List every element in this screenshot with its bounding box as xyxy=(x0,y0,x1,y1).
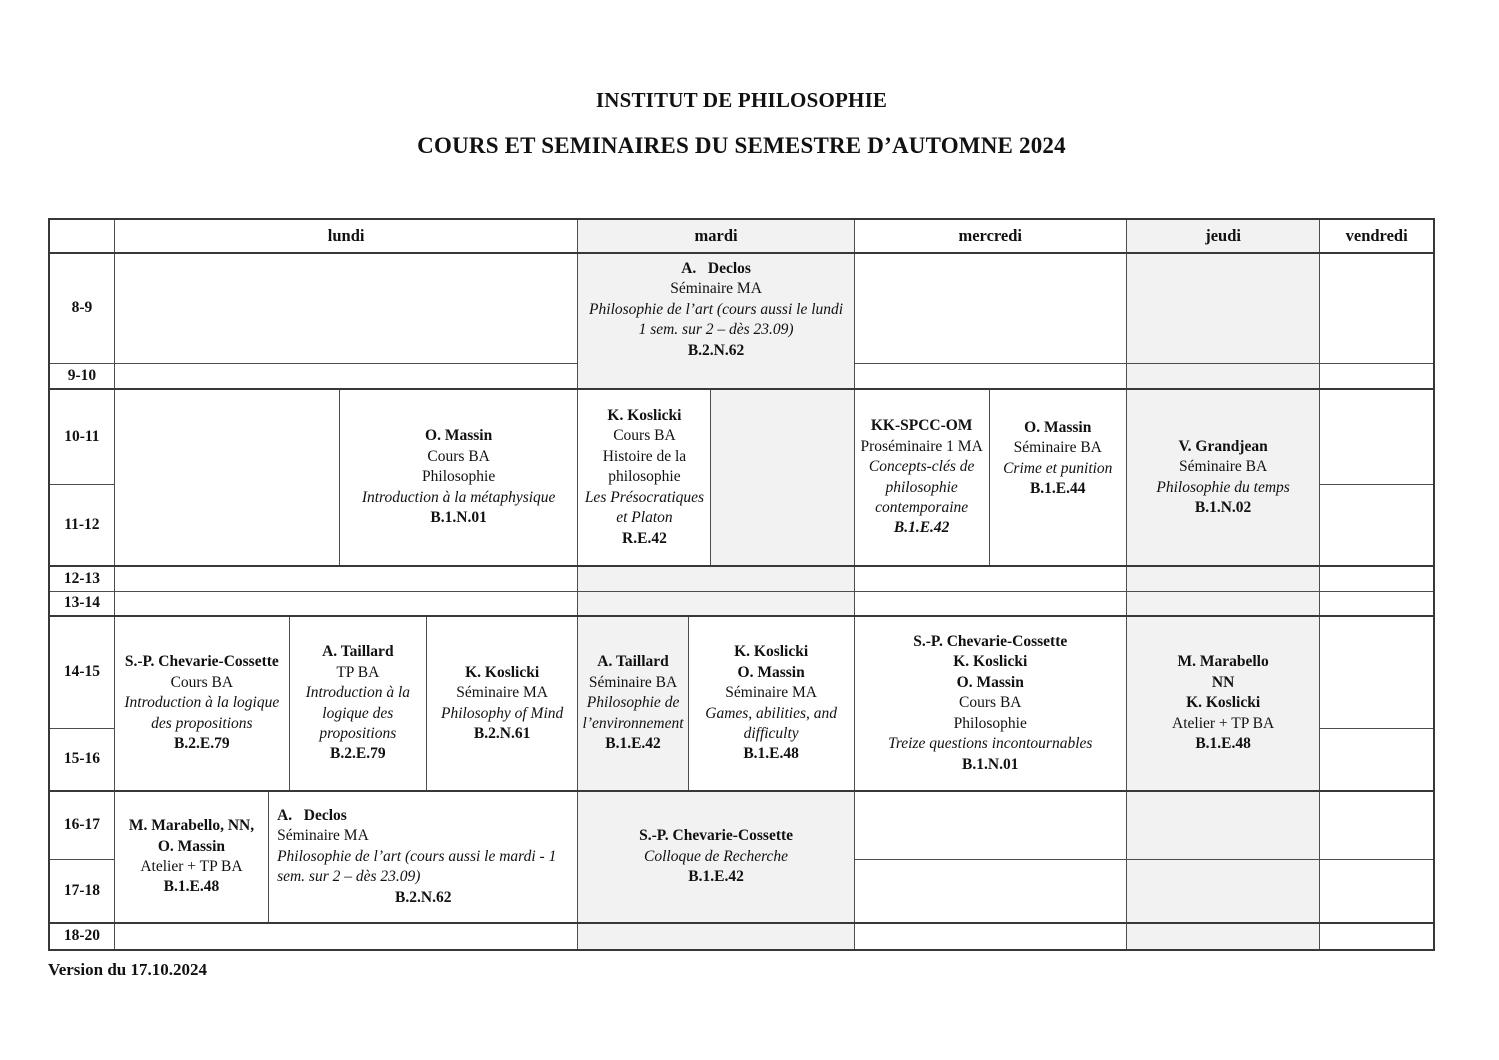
cell-mardi-16-18-spcc: S.-P. Chevarie-Cossette Colloque de Recherche B.1.E.42 xyxy=(578,792,854,922)
vendredi-14-16 xyxy=(1320,617,1433,790)
time-label-15-16: 15-16 xyxy=(63,750,100,768)
time-label-9-10: 9-10 xyxy=(67,366,97,384)
cell-lundi-10-12-empty xyxy=(115,390,340,565)
mercredi-10-12 xyxy=(855,390,1127,565)
cell-mercredi-10-12-kkspcc: KK-SPCC-OM Proséminaire 1 MA Concepts-clés de philosophie contemporaine B.1.E.42 xyxy=(855,390,990,565)
vendredi-8-10 xyxy=(1320,254,1433,388)
band-10-12 xyxy=(50,390,1433,567)
cell-vendredi-11-12 xyxy=(1320,485,1433,565)
time-col-16-18 xyxy=(50,792,115,922)
mercredi-8-10 xyxy=(855,254,1127,388)
cell-jeudi-10-12-grandjean: V. Grandjean Séminaire BA Philosophie du temps B.1.N.02 xyxy=(1127,390,1320,565)
time-label-13-14: 13-14 xyxy=(50,592,115,615)
header-time-blank xyxy=(50,220,115,252)
cell-mercredi-12-13 xyxy=(855,567,1127,591)
cell-lundi-14-16-spcc: S.-P. Chevarie-Cossette Cours BA Introduction à la logique des propositions B.2.E.79 xyxy=(115,617,290,790)
cell-mercredi-9-10 xyxy=(855,364,1126,388)
cell-mardi-10-12-koslicki: K. Koslicki Cours BA Histoire de la philosophie Les Présocratiques et Platon R.E.42 xyxy=(578,390,711,565)
cell-mardi-8-10-declos: A. Declos Séminaire MA Philosophie de l’art (cours aussi le lundi 1 sem. sur 2 – dès 23.09) B.2.N.62 xyxy=(578,254,854,388)
cell-vendredi-12-13 xyxy=(1320,567,1433,591)
cell-vendredi-10-11 xyxy=(1320,390,1433,485)
time-label-18-20: 18-20 xyxy=(50,924,115,949)
lundi-14-16 xyxy=(115,617,579,790)
vendredi-10-12 xyxy=(1320,390,1433,565)
jeudi-16-18 xyxy=(1127,792,1320,922)
cell-lundi-10-12-massin: O. Massin Cours BA Philosophie Introduction à la métaphysique B.1.N.01 xyxy=(361,427,556,527)
cell-lundi-14-16-taillard: A. Taillard TP BA Introduction à la logique des propositions B.2.E.79 xyxy=(290,617,427,790)
cell-jeudi-18-20 xyxy=(1127,924,1320,949)
cell-jeudi-17-18 xyxy=(1127,860,1319,922)
lundi-16-18 xyxy=(115,792,579,922)
cell-jeudi-12-13 xyxy=(1127,567,1320,591)
cell-lundi-18-20 xyxy=(115,924,579,949)
cell-vendredi-9-10 xyxy=(1320,364,1433,388)
time-label-10-11: 10-11 xyxy=(50,390,114,485)
cell-lundi-16-18-declos: A. Declos Séminaire MA Philosophie de l’art (cours aussi le mardi - 1 sem. sur 2 – dès 23.09) B.2.N.62 xyxy=(277,806,561,906)
cell-mercredi-8-9 xyxy=(855,254,1126,364)
cell-mercredi-14-16-spcc: S.-P. Chevarie-Cossette K. Koslicki O. Massin Cours BA Philosophie Treize questions incontournables B.1.N.01 xyxy=(855,617,1127,790)
cell-mercredi-17-18 xyxy=(855,860,1126,922)
header-lundi: lundi xyxy=(115,220,579,252)
cell-vendredi-13-14 xyxy=(1320,592,1433,615)
cell-jeudi-9-10 xyxy=(1127,364,1319,388)
cell-vendredi-17-18 xyxy=(1320,860,1433,922)
mardi-10-12 xyxy=(578,390,854,565)
time-label-17-18: 17-18 xyxy=(63,881,100,899)
cell-lundi-13-14 xyxy=(115,592,579,615)
time-label-14-15: 14-15 xyxy=(50,617,114,729)
document-titles xyxy=(48,88,1435,159)
cell-mercredi-13-14 xyxy=(855,592,1127,615)
band-14-16 xyxy=(50,617,1433,792)
cell-mardi-13-14 xyxy=(578,592,854,615)
lundi-8-10 xyxy=(115,254,579,388)
time-label-12-13: 12-13 xyxy=(50,567,115,591)
cell-vendredi-8-9 xyxy=(1320,254,1433,364)
band-18-20 xyxy=(50,924,1433,949)
time-col-14-16 xyxy=(50,617,115,790)
band-16-18 xyxy=(50,792,1433,924)
cell-vendredi-18-20 xyxy=(1320,924,1433,949)
time-label-8-9: 8-9 xyxy=(50,254,114,364)
cell-lundi-8-9 xyxy=(115,254,578,364)
cell-lundi-14-16-koslicki: K. Koslicki Séminaire MA Philosophy of Mind B.2.N.61 xyxy=(440,663,564,742)
time-label-16-17: 16-17 xyxy=(50,792,114,860)
timetable xyxy=(48,218,1435,951)
cell-mercredi-10-12-massin: O. Massin Séminaire BA Crime et punition B.1.E.44 xyxy=(1003,419,1113,498)
cell-mardi-14-16-koslicki-massin: K. Koslicki O. Massin Séminaire MA Games, abilities, and difficulty B.1.E.48 xyxy=(705,643,841,763)
cell-mardi-12-13 xyxy=(578,567,854,591)
cell-mercredi-16-17 xyxy=(855,792,1126,860)
cell-mardi-18-20 xyxy=(578,924,854,949)
jeudi-8-10 xyxy=(1127,254,1320,388)
cell-lundi-16-18-marabello: M. Marabello, NN, O. Massin Atelier + TP BA B.1.E.48 xyxy=(115,792,269,922)
institute-title: INSTITUT DE PHILOSOPHIE xyxy=(595,88,888,112)
version-note: Version du 17.10.2024 xyxy=(48,960,208,979)
cell-lundi-9-10 xyxy=(115,364,578,388)
cell-jeudi-16-17 xyxy=(1127,792,1319,860)
band-12-13 xyxy=(50,567,1433,592)
cell-vendredi-16-17 xyxy=(1320,792,1433,860)
vendredi-16-18 xyxy=(1320,792,1433,922)
header-mercredi: mercredi xyxy=(855,220,1127,252)
cell-jeudi-8-9 xyxy=(1127,254,1319,364)
cell-jeudi-13-14 xyxy=(1127,592,1320,615)
cell-vendredi-14-15 xyxy=(1320,617,1433,729)
time-col-10-12 xyxy=(50,390,115,565)
cell-mercredi-18-20 xyxy=(855,924,1127,949)
header-mardi: mardi xyxy=(578,220,854,252)
mardi-14-16 xyxy=(578,617,854,790)
cell-jeudi-14-16-marabello: M. Marabello NN K. Koslicki Atelier + TP BA B.1.E.48 xyxy=(1127,617,1320,790)
band-13-14 xyxy=(50,592,1433,617)
header-jeudi: jeudi xyxy=(1127,220,1320,252)
cell-vendredi-15-16 xyxy=(1320,729,1433,790)
header-row xyxy=(50,220,1433,254)
mercredi-16-18 xyxy=(855,792,1127,922)
time-label-11-12: 11-12 xyxy=(64,515,100,533)
band-8-10 xyxy=(50,254,1433,390)
semester-title: COURS ET SEMINAIRES DU SEMESTRE D’AUTOMNE 2024 xyxy=(417,133,1066,158)
cell-mardi-10-12-empty xyxy=(711,390,853,565)
cell-mardi-14-16-taillard: A. Taillard Séminaire BA Philosophie de l’environnement B.1.E.42 xyxy=(578,617,688,790)
time-col-8-10 xyxy=(50,254,115,388)
lundi-10-12 xyxy=(115,390,579,565)
cell-lundi-12-13 xyxy=(115,567,579,591)
header-vendredi: vendredi xyxy=(1345,226,1408,246)
